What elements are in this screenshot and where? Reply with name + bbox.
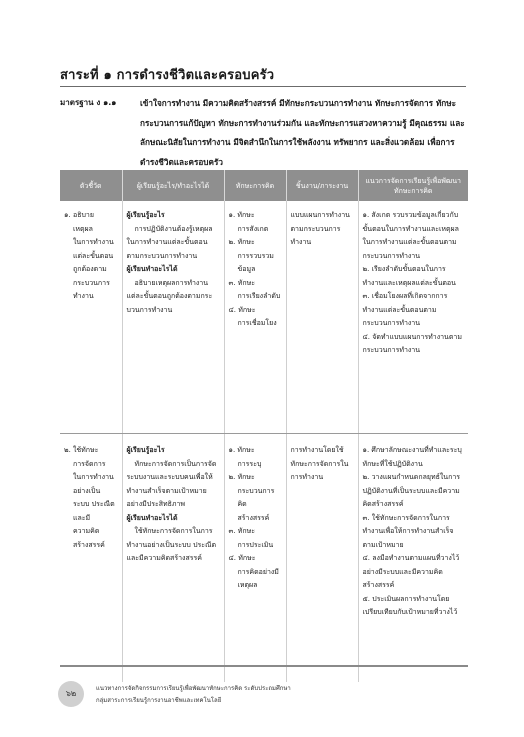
skill-line: การเชื่อมโยง	[237, 319, 277, 327]
footer-subject-group: กลุ่มสาระการเรียนรู้การงานอาชีพและเทคโนโลยี	[96, 697, 222, 704]
approach-item: ๑. สังเกต รวบรวมข้อมูลเกี่ยวกับขั้นตอนในการทำงานและเหตุผลในการทำงานแต่ละขั้นตอนตามกระบวนการทำงาน	[362, 211, 459, 260]
skills-cell	[224, 201, 286, 434]
skill-line: สร้างสรรค์	[237, 513, 270, 522]
work-text: แบบแผนการทำงานตามกระบวนการทำงาน	[290, 211, 350, 246]
skill-line: การคิดอย่างมี	[237, 567, 279, 576]
skill-line: ๓. ทักษะ	[228, 278, 255, 287]
work-cell	[286, 201, 358, 434]
indicator-cell	[60, 201, 122, 434]
indicator-line: ถูกต้องตาม	[73, 265, 107, 273]
learning-cell	[122, 434, 224, 683]
header-workpiece: ชิ้นงาน/ภาระงาน	[286, 170, 358, 201]
table-row	[60, 201, 468, 434]
header-indicator: ตัวชี้วัด	[60, 170, 122, 201]
indicator-line: ทำงาน	[73, 292, 94, 300]
skills-cell	[224, 434, 286, 683]
indicator-line: ๒. ใช้ทักษะ	[64, 446, 99, 454]
page-number-badge: ๖๒	[58, 681, 84, 707]
header-thinking-skill: ทักษะการคิด	[224, 170, 286, 201]
indicator-cell	[60, 434, 122, 683]
title-underline	[60, 86, 466, 87]
skill-line: ๔. ทักษะ	[228, 305, 256, 314]
work-text: การทำงานโดยใช้ทักษะการจัดการในการทำงาน	[290, 446, 349, 481]
indicator-line: ในการทำงาน	[73, 238, 114, 246]
skill-line: ๒. ทักษะ	[228, 473, 255, 481]
do-heading: ผู้เรียนทำอะไรได้	[126, 265, 178, 273]
skill-line: การประเมิน	[237, 540, 274, 549]
indicator-line: ในการทำงาน	[73, 473, 114, 481]
approach-item: ๔. จัดทำแบบแผนการทำงานตามกระบวนการทำงาน	[362, 332, 462, 354]
learning-table	[60, 170, 468, 682]
skill-line: การเรียงลำดับ	[237, 292, 281, 300]
approach-item: ๑. ศึกษาลักษณะงานที่ทำและระบุทักษะที่ใช้ปฏิบัติงาน	[362, 446, 462, 468]
approach-cell	[358, 434, 468, 683]
header-learning: ผู้เรียนรู้อะไร/ทำอะไรได้	[122, 170, 224, 201]
skill-line: ข้อมูล	[237, 265, 256, 273]
skill-line: ๑. ทักษะ	[228, 446, 255, 454]
table-bottom-rule	[60, 665, 468, 667]
do-text: อธิบายเหตุผลการทำงานแต่ละขั้นตอนถูกต้องตามกระบวนการทำงาน	[126, 278, 213, 314]
indicator-line: ระบบ ประณีต	[73, 500, 115, 508]
learning-cell	[122, 201, 224, 434]
section-title: สาระที่ ๑ การดำรงชีวิตและครอบครัว	[60, 68, 275, 83]
table-header-row	[60, 170, 468, 201]
standard-label: มาตรฐาน ง ๑.๑	[60, 98, 117, 107]
learn-text: การปฏิบัติงานต้องรู้เหตุผลในการทำงานแต่ละขั้นตอนตามกระบวนการทำงาน	[126, 224, 213, 260]
approach-item: ๕. ประเมินผลการทำงานโดยเปรียบเทียบกับเป้าหมายที่วางไว้	[362, 594, 458, 616]
indicator-line: การจัดการ	[73, 459, 106, 468]
approach-item: ๔. ลงมือทำงานตามแผนที่วางไว้อย่างมีระบบและมีความคิดสร้างสรรค์	[362, 554, 460, 589]
approach-item: ๒. เรียงลำดับขั้นตอนในการทำงานและเหตุผลแต่ละขั้นตอน	[362, 265, 456, 287]
indicator-line: ๑. อธิบาย	[64, 211, 94, 219]
indicator-line: และมี	[73, 513, 91, 522]
indicator-line: กระบวนการ	[73, 278, 110, 287]
learn-heading: ผู้เรียนรู้อะไร	[126, 211, 165, 219]
skill-line: ๒. ทักษะ	[228, 238, 255, 246]
approach-cell	[358, 201, 468, 434]
do-heading: ผู้เรียนทำอะไรได้	[126, 513, 178, 522]
indicator-line: แต่ละขั้นตอน	[73, 251, 114, 260]
table-row	[60, 434, 468, 683]
indicator-line: สร้างสรรค์	[73, 540, 105, 549]
learn-heading: ผู้เรียนรู้อะไร	[126, 446, 165, 454]
skill-line: การสังเกต	[237, 224, 269, 233]
work-cell	[286, 434, 358, 683]
skill-line: ๔. ทักษะ	[228, 554, 256, 562]
skill-line: ๓. ทักษะ	[228, 527, 255, 535]
skill-line: การระบุ	[237, 459, 262, 468]
indicator-line: เหตุผล	[73, 224, 93, 233]
do-text: ใช้ทักษะการจัดการในการทำงานอย่างเป็นระบบ ประณีต และมีความคิดสร้างสรรค์	[126, 527, 217, 562]
approach-item: ๓. เชื่อมโยงผลที่เกิดจากการทำงานแต่ละขั้นตอนตามกระบวนการทำงาน	[362, 292, 448, 327]
skill-line: กระบวนการคิด	[237, 486, 275, 508]
skill-line: ๑. ทักษะ	[228, 211, 255, 219]
indicator-line: อย่างเป็น	[73, 486, 101, 495]
standard-text: เข้าใจการทำงาน มีความคิดสร้างสรรค์ มีทักษะกระบวนการทำงาน ทักษะการจัดการ ทักษะกระบวนการแก้ปัญหา ทักษะการทำงานร่วมกัน และทักษะการแสวงหาความรู้ มีคุณธรรม และลักษณะนิสัยในการทำงาน มีจิตสำนึกในการใช้พลังงาน ทรัพยากร และสิ่งแวดล้อม เพื่อการดำรงชีวิตและครอบครัว	[140, 98, 465, 167]
approach-item: ๒. วางแผนกำหนดกลยุทธ์ในการปฏิบัติงานที่เป็นระบบและมีความคิดสร้างสรรค์	[362, 473, 461, 508]
header-approach: แนวการจัดการเรียนรู้เพื่อพัฒนาทักษะการคิด	[358, 170, 468, 201]
indicator-line: ความคิด	[73, 527, 100, 535]
footer-book-title: แนวทางการจัดกิจกรรมการเรียนรู้เพื่อพัฒนาทักษะการคิด ระดับประถมศึกษา	[96, 685, 291, 692]
skill-line: เหตุผล	[237, 581, 258, 589]
skill-line: การรวบรวม	[237, 251, 274, 260]
approach-item: ๓. ใช้ทักษะการจัดการในการทำงานเพื่อให้การทำงานสำเร็จตามเป้าหมาย	[362, 513, 454, 549]
learn-text: ทักษะการจัดการเป็นการจัดระบบงานและระบบคนเพื่อให้ทำงานสำเร็จตามเป้าหมายอย่างมีประสิทธิภาพ	[126, 459, 217, 508]
